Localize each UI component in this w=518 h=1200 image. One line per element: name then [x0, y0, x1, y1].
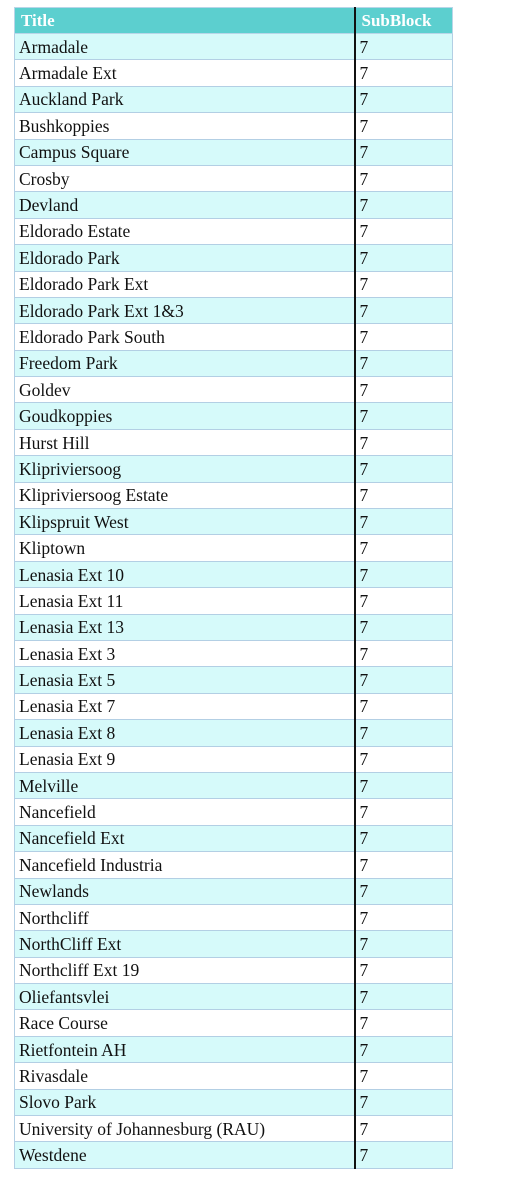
cell-subblock: 7	[355, 535, 453, 561]
cell-subblock: 7	[355, 640, 453, 666]
cell-title: Oliefantsvlei	[15, 984, 355, 1010]
cell-subblock: 7	[355, 667, 453, 693]
table-row	[15, 825, 453, 851]
cell-subblock: 7	[355, 746, 453, 772]
cell-subblock: 7	[355, 720, 453, 746]
cell-title: Crosby	[15, 165, 355, 191]
cell-title: Rivasdale	[15, 1063, 355, 1089]
cell-title: Armadale	[15, 34, 355, 60]
table-header	[15, 8, 453, 34]
cell-title: Lenasia Ext 13	[15, 614, 355, 640]
cell-subblock: 7	[355, 139, 453, 165]
cell-title: Campus Square	[15, 139, 355, 165]
cell-subblock: 7	[355, 456, 453, 482]
cell-subblock: 7	[355, 878, 453, 904]
cell-subblock: 7	[355, 86, 453, 112]
table-row	[15, 720, 453, 746]
header-row	[15, 8, 453, 34]
table-row	[15, 535, 453, 561]
table-row	[15, 746, 453, 772]
table-row	[15, 245, 453, 271]
cell-subblock: 7	[355, 561, 453, 587]
cell-subblock: 7	[355, 60, 453, 86]
cell-subblock: 7	[355, 1036, 453, 1062]
cell-title: Goldev	[15, 377, 355, 403]
cell-title: Lenasia Ext 9	[15, 746, 355, 772]
table-body	[15, 34, 453, 1169]
column-header-subblock[interactable]: SubBlock	[355, 8, 453, 34]
cell-title: Eldorado Park	[15, 245, 355, 271]
cell-subblock: 7	[355, 324, 453, 350]
cell-subblock: 7	[355, 1089, 453, 1115]
cell-subblock: 7	[355, 297, 453, 323]
cell-title: Devland	[15, 192, 355, 218]
cell-title: Hurst Hill	[15, 429, 355, 455]
table-row	[15, 1036, 453, 1062]
table-row	[15, 34, 453, 60]
table-row	[15, 588, 453, 614]
cell-title: Northcliff Ext 19	[15, 957, 355, 983]
cell-subblock: 7	[355, 165, 453, 191]
cell-title: Goudkoppies	[15, 403, 355, 429]
cell-subblock: 7	[355, 218, 453, 244]
table-row	[15, 192, 453, 218]
table-row	[15, 456, 453, 482]
cell-subblock: 7	[355, 984, 453, 1010]
cell-title: Lenasia Ext 7	[15, 693, 355, 719]
cell-title: Eldorado Estate	[15, 218, 355, 244]
cell-title: Klipriviersoog Estate	[15, 482, 355, 508]
table-row	[15, 693, 453, 719]
cell-title: Lenasia Ext 5	[15, 667, 355, 693]
cell-title: Freedom Park	[15, 350, 355, 376]
table-row	[15, 1089, 453, 1115]
cell-subblock: 7	[355, 271, 453, 297]
table-row	[15, 561, 453, 587]
cell-title: Eldorado Park Ext 1&3	[15, 297, 355, 323]
cell-subblock: 7	[355, 509, 453, 535]
cell-title: Melville	[15, 772, 355, 798]
cell-title: Northcliff	[15, 904, 355, 930]
table-row	[15, 324, 453, 350]
cell-subblock: 7	[355, 1063, 453, 1089]
cell-subblock: 7	[355, 693, 453, 719]
cell-title: Auckland Park	[15, 86, 355, 112]
cell-subblock: 7	[355, 1142, 453, 1168]
cell-subblock: 7	[355, 192, 453, 218]
cell-title: Klipriviersoog	[15, 456, 355, 482]
table-row	[15, 86, 453, 112]
cell-subblock: 7	[355, 350, 453, 376]
table-row	[15, 852, 453, 878]
cell-title: Nancefield Industria	[15, 852, 355, 878]
table-row	[15, 218, 453, 244]
table-row	[15, 1116, 453, 1142]
table-row	[15, 878, 453, 904]
cell-subblock: 7	[355, 377, 453, 403]
cell-subblock: 7	[355, 403, 453, 429]
table-row	[15, 297, 453, 323]
cell-title: Lenasia Ext 3	[15, 640, 355, 666]
cell-title: Kliptown	[15, 535, 355, 561]
cell-subblock: 7	[355, 957, 453, 983]
table-row	[15, 165, 453, 191]
cell-title: Eldorado Park Ext	[15, 271, 355, 297]
cell-title: Nancefield Ext	[15, 825, 355, 851]
table-row	[15, 113, 453, 139]
cell-title: Lenasia Ext 8	[15, 720, 355, 746]
cell-subblock: 7	[355, 482, 453, 508]
table-row	[15, 931, 453, 957]
cell-subblock: 7	[355, 825, 453, 851]
cell-title: Eldorado Park South	[15, 324, 355, 350]
cell-subblock: 7	[355, 1010, 453, 1036]
cell-title: Race Course	[15, 1010, 355, 1036]
cell-title: Rietfontein AH	[15, 1036, 355, 1062]
table-row	[15, 1142, 453, 1168]
cell-title: Newlands	[15, 878, 355, 904]
cell-title: Bushkoppies	[15, 113, 355, 139]
table-row	[15, 772, 453, 798]
table-row	[15, 1010, 453, 1036]
cell-subblock: 7	[355, 614, 453, 640]
cell-title: Lenasia Ext 11	[15, 588, 355, 614]
table-row	[15, 904, 453, 930]
cell-title: Lenasia Ext 10	[15, 561, 355, 587]
table-row	[15, 403, 453, 429]
column-header-title[interactable]: Title	[15, 8, 355, 34]
table-row	[15, 60, 453, 86]
cell-subblock: 7	[355, 799, 453, 825]
cell-subblock: 7	[355, 931, 453, 957]
table-row	[15, 509, 453, 535]
cell-subblock: 7	[355, 113, 453, 139]
table-row	[15, 482, 453, 508]
table-row	[15, 957, 453, 983]
cell-subblock: 7	[355, 588, 453, 614]
table-row	[15, 640, 453, 666]
cell-subblock: 7	[355, 34, 453, 60]
table-row	[15, 429, 453, 455]
cell-title: University of Johannesburg (RAU)	[15, 1116, 355, 1142]
table-row	[15, 1063, 453, 1089]
cell-subblock: 7	[355, 1116, 453, 1142]
cell-title: NorthCliff Ext	[15, 931, 355, 957]
cell-subblock: 7	[355, 772, 453, 798]
cell-subblock: 7	[355, 245, 453, 271]
suburb-subblock-table	[14, 7, 453, 1169]
cell-title: Westdene	[15, 1142, 355, 1168]
table-row	[15, 799, 453, 825]
cell-title: Armadale Ext	[15, 60, 355, 86]
table-row	[15, 377, 453, 403]
cell-title: Klipspruit West	[15, 509, 355, 535]
suburb-table-container	[14, 7, 452, 1169]
cell-subblock: 7	[355, 852, 453, 878]
cell-subblock: 7	[355, 904, 453, 930]
cell-subblock: 7	[355, 429, 453, 455]
table-row	[15, 139, 453, 165]
cell-title: Slovo Park	[15, 1089, 355, 1115]
table-row	[15, 350, 453, 376]
table-row	[15, 271, 453, 297]
table-row	[15, 667, 453, 693]
cell-title: Nancefield	[15, 799, 355, 825]
table-row	[15, 614, 453, 640]
table-row	[15, 984, 453, 1010]
